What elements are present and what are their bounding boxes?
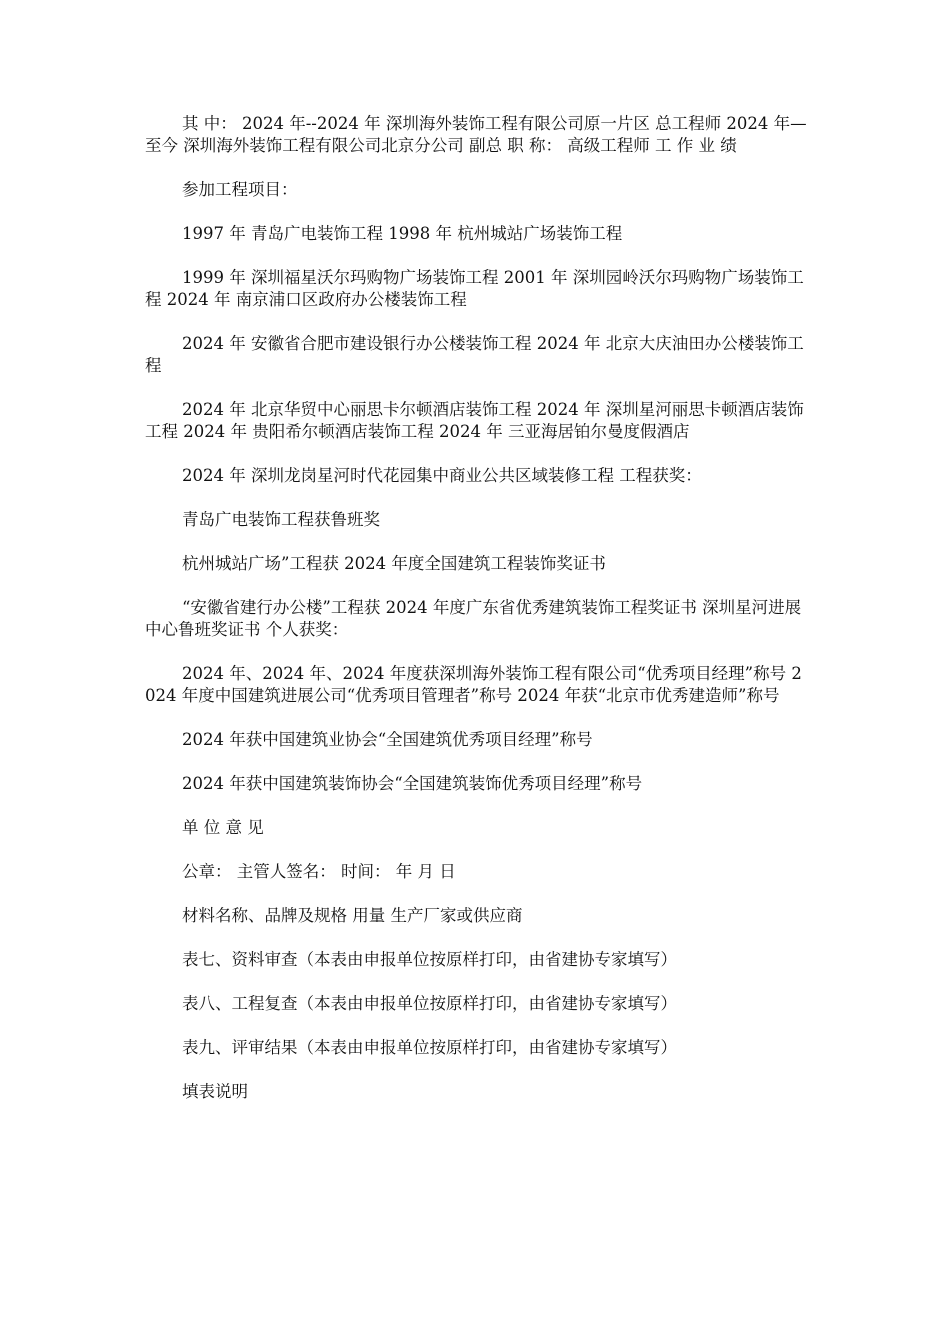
paragraph-signature-line: 公章： 主管人签名： 时间： 年 月 日 [182, 862, 456, 881]
paragraph-table-eight: 表八、工程复查（本表由申报单位按原样打印，由省建协专家填写） [182, 994, 677, 1013]
paragraph-projects-hotels: 2024 年 北京华贸中心丽思卡尔顿酒店装饰工程 2024 年 深圳星河丽思卡顿酒店装饰工程 2024 年 贵阳希尔顿酒店装饰工程 2024 年 三亚海居铂尔曼度假酒店 [145, 400, 804, 441]
paragraph-projects-heading: 参加工程项目： [182, 180, 298, 199]
paragraph-fill-instructions: 填表说明 [182, 1082, 248, 1101]
paragraph-award-hangzhou: 杭州城站广场”工程获 2024 年度全国建筑工程装饰奖证书 [182, 554, 606, 573]
paragraph-career-history: 其 中： 2024 年--2024 年 深圳海外装饰工程有限公司原一片区 总工程师 2024 年—至今 深圳海外装饰工程有限公司北京分公司 副总 职 称： 高级工程师 工 作 业 绩 [145, 114, 807, 155]
paragraph-award-cbda: 2024 年获中国建筑装饰协会“全国建筑装饰优秀项目经理”称号 [182, 774, 643, 793]
paragraph-projects-1999: 1999 年 深圳福星沃尔玛购物广场装饰工程 2001 年 深圳园岭沃尔玛购物广场装饰工程 2024 年 南京浦口区政府办公楼装饰工程 [145, 268, 804, 309]
paragraph-projects-longgang: 2024 年 深圳龙岗星河时代花园集中商业公共区域装修工程 工程获奖： [182, 466, 702, 485]
paragraph-personal-awards: 2024 年、2024 年、2024 年度获深圳海外装饰工程有限公司“优秀项目经理”称号 2024 年度中国建筑进展公司“优秀项目管理者”称号 2024 年获“北京市优秀建造师”称号 [145, 664, 802, 705]
paragraph-unit-opinion: 单 位 意 见 [182, 818, 264, 837]
paragraph-award-cca: 2024 年获中国建筑业协会“全国建筑优秀项目经理”称号 [182, 730, 593, 749]
document-page [145, 113, 810, 1125]
paragraph-award-qingdao: 青岛广电装饰工程获鲁班奖 [182, 510, 380, 529]
paragraph-award-anhui: “安徽省建行办公楼”工程获 2024 年度广东省优秀建筑装饰工程奖证书 深圳星河进展中心鲁班奖证书 个人获奖： [145, 598, 802, 639]
paragraph-materials-header: 材料名称、品牌及规格 用量 生产厂家或供应商 [182, 906, 523, 925]
paragraph-projects-anhui: 2024 年 安徽省合肥市建设银行办公楼装饰工程 2024 年 北京大庆油田办公楼装饰工程 [145, 334, 804, 375]
paragraph-projects-1997: 1997 年 青岛广电装饰工程 1998 年 杭州城站广场装饰工程 [182, 224, 623, 243]
paragraph-table-seven: 表七、资料审查（本表由申报单位按原样打印，由省建协专家填写） [182, 950, 677, 969]
paragraph-table-nine: 表九、评审结果（本表由申报单位按原样打印，由省建协专家填写） [182, 1038, 677, 1057]
